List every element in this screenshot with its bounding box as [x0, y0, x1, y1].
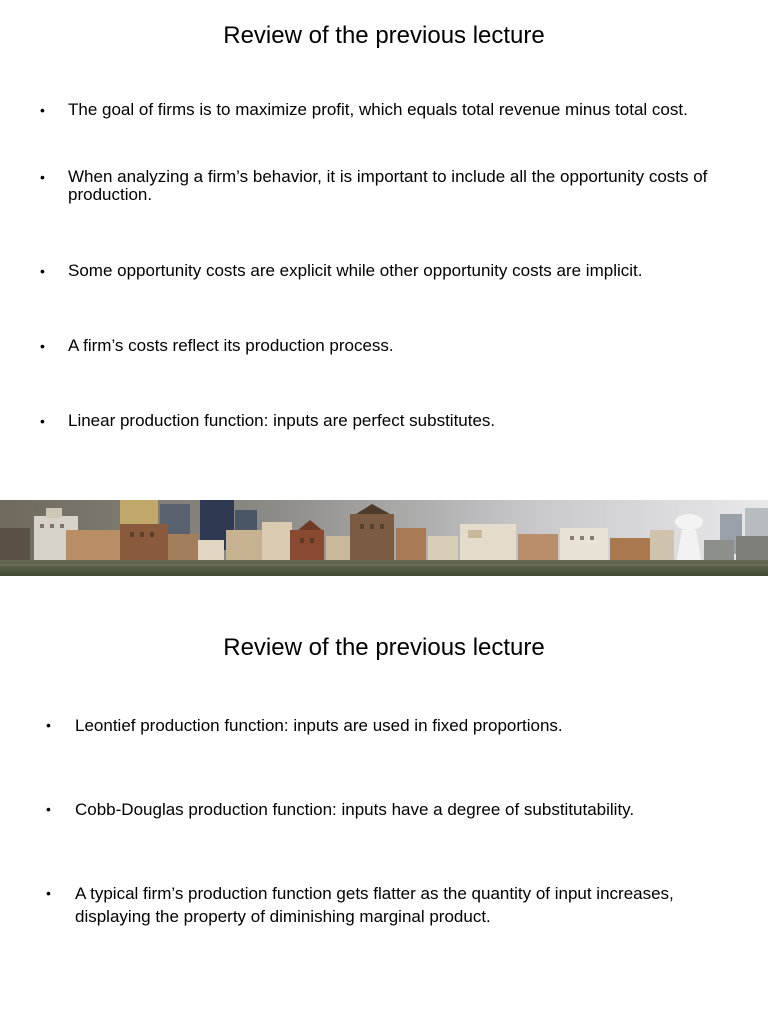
bullet-icon: •: [40, 338, 45, 354]
bullet-text: A firm’s costs reflect its production process.: [68, 336, 394, 355]
slide-1: [0, 0, 768, 500]
bullet-text: Some opportunity costs are explicit while other opportunity costs are implicit.: [68, 261, 643, 280]
bullet-text: A typical firm’s production function gets flatter as the quantity of input increases, displaying the property of diminishing marginal product.: [75, 884, 674, 926]
bullet-item: [46, 798, 726, 821]
bullet-item: [40, 337, 730, 355]
bullet-text: The goal of firms is to maximize profit, which equals total revenue minus total cost.: [68, 100, 688, 119]
cityscape-image: [0, 500, 768, 576]
bullet-item: [46, 882, 726, 928]
bullet-item: [46, 714, 726, 737]
bullet-icon: •: [40, 102, 45, 118]
bullet-text: Cobb-Douglas production function: inputs have a degree of substitutability.: [75, 800, 635, 819]
bullet-item: [40, 262, 730, 280]
cityscape-banner: [0, 500, 768, 576]
bullet-icon: •: [46, 801, 51, 817]
bullet-icon: •: [40, 413, 45, 429]
bullet-item: [40, 412, 730, 430]
bullet-icon: •: [46, 885, 51, 901]
bullet-text: Leontief production function: inputs are used in fixed proportions.: [75, 716, 563, 735]
bullet-icon: •: [40, 263, 45, 279]
bullet-icon: •: [46, 717, 51, 733]
bullet-text: Linear production function: inputs are perfect substitutes.: [68, 411, 496, 430]
bullet-icon: •: [40, 169, 45, 185]
bullet-text: When analyzing a firm’s behavior, it is important to include all the opportunity costs of production.: [68, 167, 708, 204]
bullet-item: [40, 101, 730, 119]
slide-title: Review of the previous lecture: [223, 634, 545, 661]
bullet-item: [40, 168, 730, 204]
slide-title: Review of the previous lecture: [223, 22, 545, 49]
slide-2: [0, 576, 768, 1024]
